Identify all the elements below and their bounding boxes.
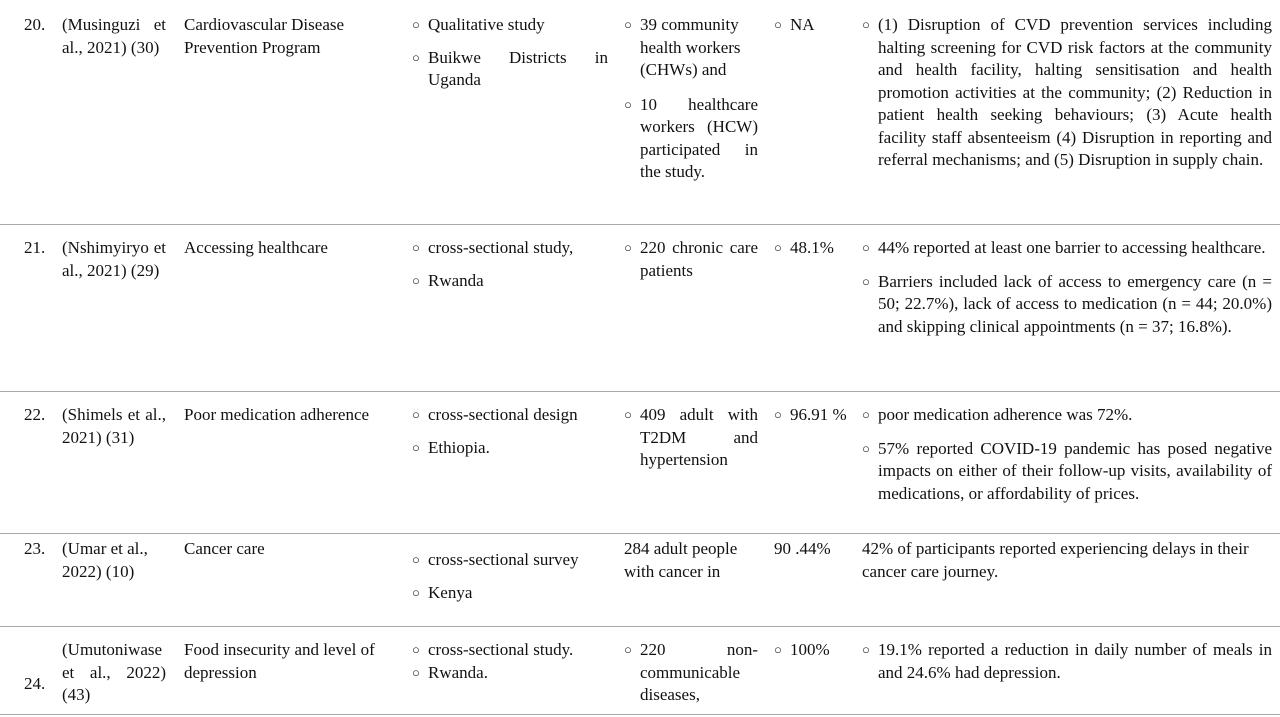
row-design	[412, 404, 608, 459]
row-author: (Shimels et al., 2021) (31)	[62, 405, 166, 447]
design-item: ○ cross-sectional design	[412, 404, 608, 427]
finding-item: ○ 57% reported COVID-19 pandemic has posed negative impacts on either of their follow-up visits, availability of medications, or affordability of prices.	[862, 438, 1272, 506]
row-rate	[774, 639, 854, 662]
design-item: ○ cross-sectional study.	[412, 639, 608, 662]
rate-item: ○ NA	[774, 14, 854, 37]
finding-item: ○ 19.1% reported a reduction in daily number of meals in and 24.6% had depression.	[862, 639, 1272, 684]
row-topic: Accessing healthcare	[184, 238, 328, 257]
row-rate	[774, 14, 854, 37]
row-author: (Umutoniwase et al., 2022) (43)	[62, 640, 166, 704]
design-item: ○ Buikwe Districts in Uganda	[412, 47, 608, 92]
row-population	[624, 639, 758, 707]
population-item: ○ 220 non-communicable diseases,	[624, 639, 758, 707]
row-findings	[862, 237, 1272, 338]
row-topic: Food insecurity and level of depression	[184, 640, 375, 682]
row-design	[412, 549, 608, 604]
row-number: 22.	[24, 405, 46, 424]
population-item: ○ 409 adult with T2DM and hypertension	[624, 404, 758, 472]
row-findings: 42% of participants reported experiencing delays in their cancer care journey.	[862, 539, 1249, 581]
design-item: ○ Qualitative study	[412, 14, 608, 37]
row-population	[624, 237, 758, 282]
design-item: ○ Rwanda.	[412, 662, 608, 685]
rate-item: ○ 48.1%	[774, 237, 854, 260]
row-number: 21.	[24, 238, 46, 257]
row-author: (Nshimyiryo et al., 2021) (29)	[62, 238, 166, 280]
row-topic: Poor medication adherence	[184, 405, 370, 424]
row-population: 284 adult people with cancer in	[624, 539, 738, 581]
design-item: ○ cross-sectional study,	[412, 237, 608, 260]
row-divider	[0, 714, 1280, 715]
finding-item: ○ Barriers included lack of access to emergency care (n = 50; 22.7%), lack of access to medication (n = 44; 20.0%) and skipping clinical appointments (n = 37; 16.8%).	[862, 271, 1272, 339]
row-number: 20.	[24, 15, 46, 34]
design-item: ○ cross-sectional survey	[412, 549, 608, 572]
rate-item: ○ 100%	[774, 639, 854, 662]
population-item: ○ 220 chronic care patients	[624, 237, 758, 282]
design-item: ○ Kenya	[412, 582, 608, 605]
row-design	[412, 14, 608, 92]
row-design	[412, 639, 608, 684]
row-rate: 90 .44%	[774, 539, 831, 558]
row-divider	[0, 626, 1280, 627]
design-item: ○ Ethiopia.	[412, 437, 608, 460]
finding-item: ○ poor medication adherence was 72%.	[862, 404, 1272, 427]
finding-item: ○ 44% reported at least one barrier to accessing healthcare.	[862, 237, 1272, 260]
population-item: ○ 10 healthcare workers (HCW) participated in the study.	[624, 94, 758, 184]
row-topic: Cancer care	[184, 539, 265, 558]
row-rate	[774, 404, 854, 427]
row-findings	[862, 14, 1272, 172]
design-item: ○ Rwanda	[412, 270, 608, 293]
population-item: ○ 39 community health workers (CHWs) and	[624, 14, 758, 82]
row-divider	[0, 224, 1280, 225]
row-design	[412, 237, 608, 292]
row-findings	[862, 639, 1272, 684]
row-number: 23.	[24, 539, 46, 558]
row-divider	[0, 391, 1280, 392]
rate-item: ○ 96.91 %	[774, 404, 854, 427]
row-population	[624, 14, 758, 184]
row-author: (Umar et al., 2022) (10)	[62, 539, 148, 581]
row-topic: Cardiovascular Disease Prevention Program	[184, 15, 345, 57]
row-findings	[862, 404, 1272, 505]
row-population	[624, 404, 758, 472]
row-divider	[0, 533, 1280, 534]
row-number: 24.	[24, 674, 46, 693]
row-rate	[774, 237, 854, 260]
finding-item: ○ (1) Disruption of CVD prevention services including halting screening for CVD risk factors at the community and health facility, halting sensitisation and health promotion activities at the community; (2) Reduction in patient health seeking behaviours; (3) Acute health facility staff absenteeism (4) Disruption in reporting and referral mechanisms; and (5) Disruption in supply chain.	[862, 14, 1272, 172]
row-author: (Musinguzi et al., 2021) (30)	[62, 15, 166, 57]
